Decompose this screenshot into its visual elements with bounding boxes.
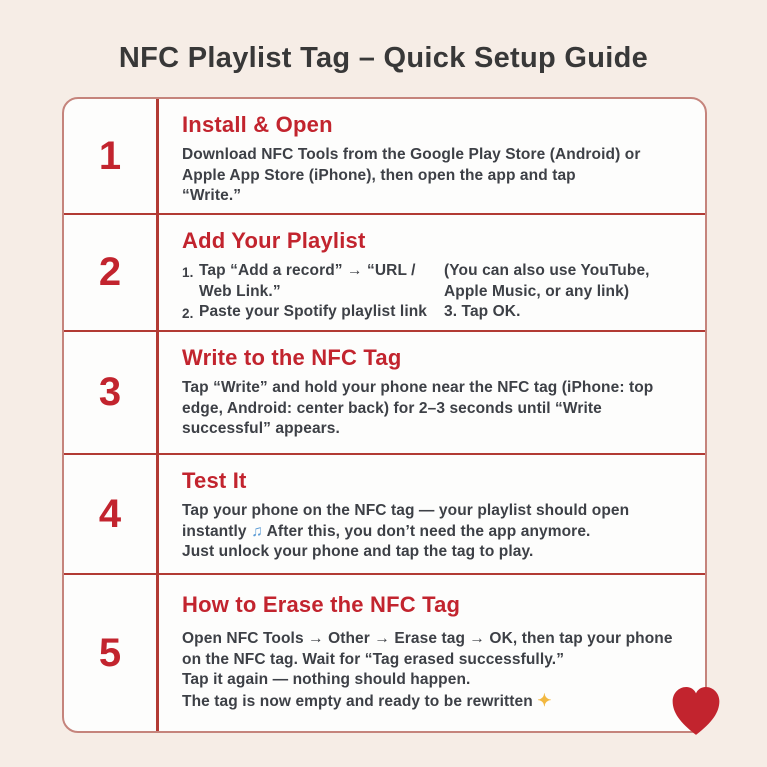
step-number: 2 (98, 250, 122, 294)
body-line: Paste your Spotify playlist link (199, 303, 428, 320)
step-heading: How to Erase the NFC Tag (182, 592, 461, 617)
step-number-cell (64, 455, 159, 573)
body-line: on the NFC tag. Wait for “Tag erased successfully.” (182, 650, 565, 668)
step-body (182, 629, 689, 712)
step-number: 4 (98, 491, 122, 536)
table-row-test-it (64, 453, 705, 573)
setup-steps-table (62, 97, 707, 733)
step-number-cell (64, 99, 159, 213)
body-line: Tap “Write” and hold your phone near the NFC tag (iPhone: top (182, 379, 654, 396)
step-number-cell (64, 215, 159, 330)
step-number: 1 (98, 133, 122, 178)
step-content (159, 99, 705, 213)
body-line: 3. Tap OK. (444, 303, 521, 320)
list-marker: 1. (182, 265, 194, 280)
step-content (159, 575, 705, 731)
table-row-install-open (64, 99, 705, 213)
page-title: NFC Playlist Tag – Quick Setup Guide (118, 42, 649, 74)
body-line: Tap it again — nothing should happen. (182, 671, 471, 688)
list-item (182, 261, 444, 302)
body-line: Download NFC Tools from the Google Play Store (Android) or (182, 146, 641, 163)
body-line (182, 691, 689, 713)
body-line: Tap “Add a record” → “URL / (199, 262, 416, 279)
note-column (444, 261, 689, 325)
step-number-cell (64, 575, 159, 731)
table-row-add-playlist (64, 213, 705, 330)
body-line (182, 522, 689, 543)
table-row-write-tag (64, 330, 705, 453)
body-line: Tap your phone on the NFC tag — your playlist should open (182, 502, 630, 519)
list-item (182, 302, 444, 325)
body-line: Apple App Store (iPhone), then open the app and tap (182, 166, 576, 184)
step-number-cell (64, 332, 159, 453)
sparkles-icon: ✦ (537, 690, 552, 710)
step-body (182, 145, 689, 207)
list-item-text (199, 302, 427, 325)
step-heading: Test It (182, 468, 247, 493)
body-line: edge, Android: center back) for 2–3 seconds until “Write (182, 399, 602, 417)
step-number: 5 (98, 630, 122, 675)
body-line-part: The tag is now empty and ready to be rewritten (182, 692, 533, 710)
step-number: 3 (98, 370, 122, 414)
body-line: “Write.” (182, 187, 242, 204)
step-content (159, 215, 705, 330)
body-line-part: instantly (182, 522, 247, 540)
body-line: Apple Music, or any link) (444, 282, 630, 300)
body-line-part: After this, you don’t need the app anymore. (266, 522, 591, 540)
step-heading: Install & Open (182, 112, 333, 137)
body-line: (You can also use YouTube, (444, 262, 650, 279)
table-row-erase-tag (64, 573, 705, 731)
step-content (159, 332, 705, 453)
body-line: successful” appears. (182, 420, 340, 437)
list-marker: 2. (182, 306, 194, 321)
step-body (182, 501, 689, 563)
step-body (182, 261, 689, 325)
step-body (182, 378, 689, 440)
step-content (159, 455, 705, 573)
music-notes-icon: ♫ (251, 522, 263, 540)
body-line: Web Link.” (199, 282, 281, 300)
body-line: Just unlock your phone and tap the tag to play. (182, 543, 534, 560)
body-line: Open NFC Tools → Other → Erase tag → OK, then tap your phone (182, 630, 673, 647)
list-item-text (199, 261, 416, 302)
heart-icon (671, 683, 721, 737)
step-heading: Write to the NFC Tag (182, 345, 402, 370)
steps-list-column (182, 261, 444, 325)
step-heading: Add Your Playlist (182, 228, 366, 253)
